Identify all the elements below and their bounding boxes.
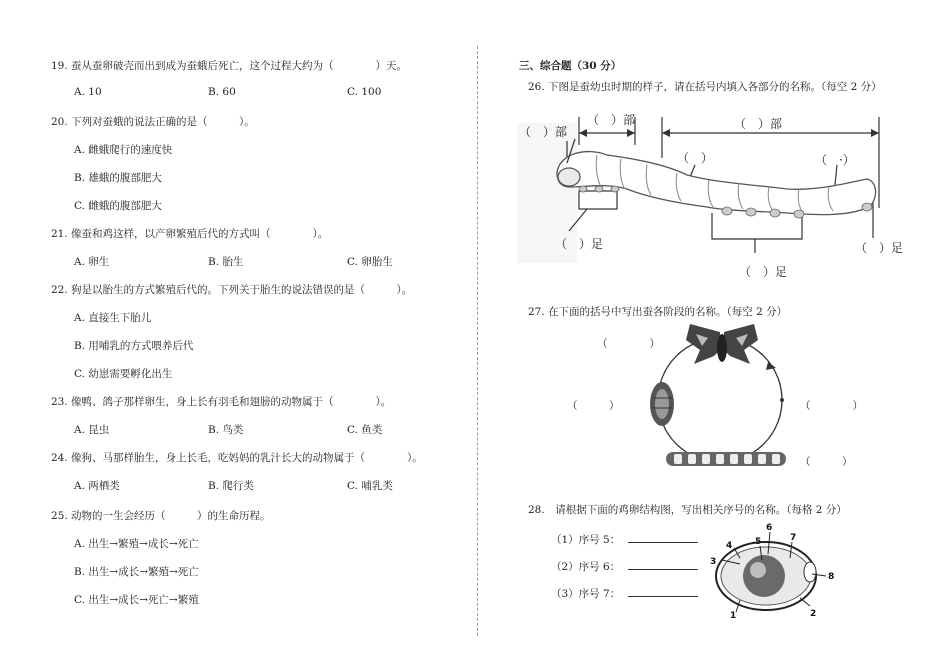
q28-text: 28. 请根据下面的鸡卵结构图，写出相关序号的名称。（每格 2 分） [528,504,847,516]
egg-number-4: 4 [726,541,733,551]
lifecycle-blank-top: （ ） [597,338,660,350]
label-mid1: （ ） [677,151,714,165]
q20-option-a[interactable]: A. 雌蛾爬行的速度快 [74,144,173,156]
q27-text: 27. 在下面的括号中写出蚕各阶段的名称。（每空 2 分） [528,306,788,318]
q22-option-b[interactable]: B. 用哺乳的方式喂养后代 [74,340,194,352]
q21-option-c[interactable]: C. 卵胎生 [347,256,393,268]
q28-item-2: （2）序号 6： [551,559,698,574]
label-thorax: （ ）部 [587,113,636,127]
q22-text: 22. 狗是以胎生的方式繁殖后代的。下列关于胎生的说法错误的是（ ）。 [51,284,413,296]
q21-option-a[interactable]: A. 卵生 [74,256,110,268]
lifecycle-blank-right: （ ） [800,400,863,412]
q21-text: 21. 像蚕和鸡这样，以产卵繁殖后代的方式叫（ ）。 [51,228,329,240]
q25-option-a[interactable]: A. 出生→繁殖→成长→死亡 [74,538,199,550]
moth-icon [686,324,758,364]
label-head: （ ）部 [519,125,568,139]
answer-line-1[interactable] [628,542,698,543]
label-abdomen: （ ）部 [734,117,783,131]
egg-number-8: 8 [828,572,835,582]
egg-svg [700,520,840,620]
q23-option-b[interactable]: B. 鸟类 [208,424,244,436]
q24-option-c[interactable]: C. 哺乳类 [347,480,393,492]
q20-option-c[interactable]: C. 雌蛾的腹部肥大 [74,200,162,212]
q19-option-b[interactable]: B. 60 [208,86,236,98]
q25-text: 25. 动物的一生会经历（ ）的生命历程。 [51,510,271,522]
lifecycle-blank-bottom: （ ） [800,456,853,468]
egg-number-5: 5 [755,537,762,547]
egg-number-7: 7 [790,533,797,543]
q19-text: 19. 蚕从蚕卵破壳而出到成为蚕蛾后死亡，这个过程大约为（ ）天。 [51,60,408,72]
pupa-icon [650,382,674,426]
egg-number-3: 3 [710,557,717,567]
section-title: 三、综合题（30 分） [519,60,622,72]
label-foot3: （ ）足 [855,241,904,255]
q20-text: 20. 下列对蚕蛾的说法正确的是（ ）。 [51,116,255,128]
lifecycle-blank-left: （ ） [567,400,620,412]
answer-line-3[interactable] [628,596,698,597]
q24-text: 24. 像狗、马那样胎生，身上长毛，吃妈妈的乳汁长大的动物属于（ ）。 [51,452,423,464]
q25-option-b[interactable]: B. 出生→成长→繁殖→死亡 [74,566,199,578]
q25-option-c[interactable]: C. 出生→成长→死亡→繁殖 [74,594,199,606]
q24-option-a[interactable]: A. 两栖类 [74,480,120,492]
q22-option-c[interactable]: C. 幼崽需要孵化出生 [74,368,173,380]
q19-option-c[interactable]: C. 100 [347,86,382,98]
q20-option-b[interactable]: B. 雄蛾的腹部肥大 [74,172,162,184]
q23-text: 23. 像鸭、鸽子那样卵生，身上长有羽毛和翅膀的动物属于（ ）。 [51,396,392,408]
q28-item-1: （1）序号 5： [551,532,698,547]
label-foot1: （ ）足 [555,237,604,251]
q26-text: 26. 下图是蚕幼虫时期的样子，请在括号内填入各部分的名称。（每空 2 分） [528,81,882,93]
silkworm-svg [517,103,917,293]
egg-number-1: 1 [730,611,737,620]
label-mid2: （ ·） [815,153,855,167]
larva-icon [666,452,786,466]
egg-number-2: 2 [810,609,817,619]
q24-option-b[interactable]: B. 爬行类 [208,480,254,492]
answer-line-2[interactable] [628,569,698,570]
q21-option-b[interactable]: B. 胎生 [208,256,244,268]
q23-option-c[interactable]: C. 鱼类 [347,424,383,436]
q28-item-3: （3）序号 7： [551,586,698,601]
label-foot2: （ ）足 [739,265,788,279]
q22-option-a[interactable]: A. 直接生下胎儿 [74,312,152,324]
egg-number-6: 6 [766,523,773,533]
q19-option-a[interactable]: A. 10 [74,86,102,98]
egg-diagram [700,520,840,620]
silkworm-diagram [517,103,917,293]
q23-option-a[interactable]: A. 昆虫 [74,424,110,436]
column-divider [477,46,478,636]
